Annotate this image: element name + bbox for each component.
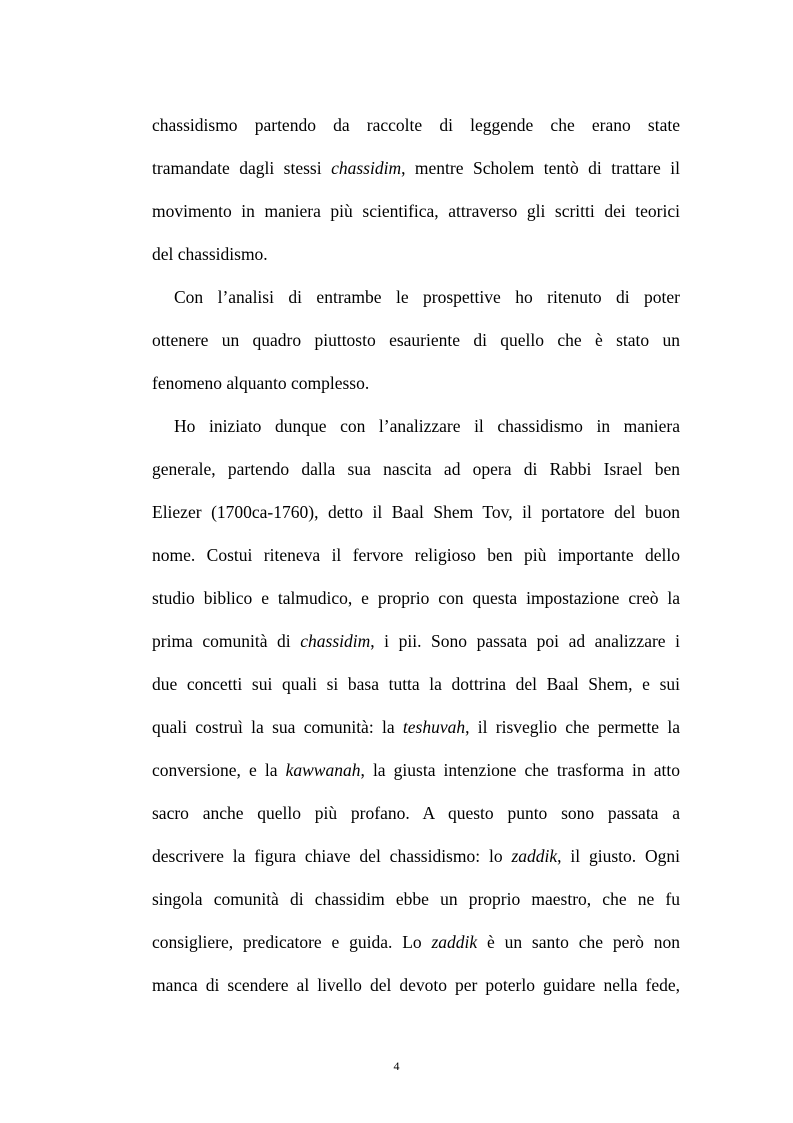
- italic-term: teshuvah: [402, 717, 466, 737]
- text-run: Ho iniziato dunque con l’analizzare il chassidismo in maniera: [174, 416, 680, 436]
- page-number: 4: [393, 1059, 400, 1073]
- text-run: generale, partendo dalla sua nascita ad opera di Rabbi Israel ben: [152, 459, 680, 479]
- text-run: sacro anche quello più profano. A questo punto sono passata a: [152, 803, 680, 823]
- text-line: [152, 362, 680, 405]
- body-text: [152, 104, 680, 1007]
- text-line: [152, 663, 680, 706]
- text-run: , i pii. Sono passata poi ad analizzare i: [370, 631, 680, 651]
- text-run: del chassidismo.: [152, 244, 268, 264]
- text-run: descrivere la figura chiave del chassidismo: lo: [152, 846, 512, 866]
- text-line: [152, 448, 680, 491]
- text-line: [152, 534, 680, 577]
- text-line: [152, 233, 680, 276]
- text-run: prima comunità di: [152, 631, 301, 651]
- text-run: , mentre Scholem tentò di trattare il: [401, 158, 680, 178]
- text-line: [152, 878, 680, 921]
- text-run: nome. Costui riteneva il fervore religioso ben più importante dello: [152, 545, 680, 565]
- text-run: singola comunità di chassidim ebbe un proprio maestro, che ne fu: [152, 889, 680, 909]
- text-line: [152, 620, 680, 663]
- text-line: [152, 190, 680, 233]
- text-run: due concetti sui quali si basa tutta la dottrina del Baal Shem, e sui: [152, 674, 680, 694]
- text-run: conversione, e la: [152, 760, 286, 780]
- text-line: [152, 964, 680, 1007]
- text-line: [152, 147, 680, 190]
- italic-term: chassidim: [331, 158, 402, 178]
- text-line: [152, 749, 680, 792]
- text-run: quali costruì la sua comunità: la: [152, 717, 403, 737]
- text-line: [152, 319, 680, 362]
- text-run: , il risveglio che permette la: [465, 717, 680, 737]
- text-run: , il giusto. Ogni: [557, 846, 680, 866]
- text-line: [152, 706, 680, 749]
- text-run: ottenere un quadro piuttosto esauriente di quello che è stato un: [152, 330, 680, 350]
- text-run: Con l’analisi di entrambe le prospettive ho ritenuto di poter: [174, 287, 680, 307]
- italic-term: chassidim: [300, 631, 371, 651]
- text-run: Eliezer (1700ca-1760), detto il Baal Shem Tov, il portatore del buon: [152, 502, 680, 522]
- italic-term: kawwanah: [285, 760, 361, 780]
- text-run: chassidismo partendo da raccolte di leggende che erano state: [152, 115, 680, 135]
- text-run: studio biblico e talmudico, e proprio con questa impostazione creò la: [152, 588, 680, 608]
- text-run: manca di scendere al livello del devoto per poterlo guidare nella fede,: [152, 975, 680, 995]
- text-run: , la giusta intenzione che trasforma in atto: [360, 760, 681, 780]
- text-line: [152, 835, 680, 878]
- text-run: fenomeno alquanto complesso.: [152, 373, 370, 393]
- text-run: consigliere, predicatore e guida. Lo: [152, 932, 432, 952]
- text-run: è un santo che però non: [477, 932, 680, 952]
- text-line: [152, 405, 680, 448]
- text-line: [152, 491, 680, 534]
- text-run: movimento in maniera più scientifica, attraverso gli scritti dei teorici: [152, 201, 680, 221]
- text-line: [152, 921, 680, 964]
- text-line: [152, 104, 680, 147]
- text-line: [152, 577, 680, 620]
- text-line: [152, 276, 680, 319]
- italic-term: zaddik: [431, 932, 478, 952]
- italic-term: zaddik: [511, 846, 558, 866]
- text-line: [152, 792, 680, 835]
- text-run: tramandate dagli stessi: [152, 158, 332, 178]
